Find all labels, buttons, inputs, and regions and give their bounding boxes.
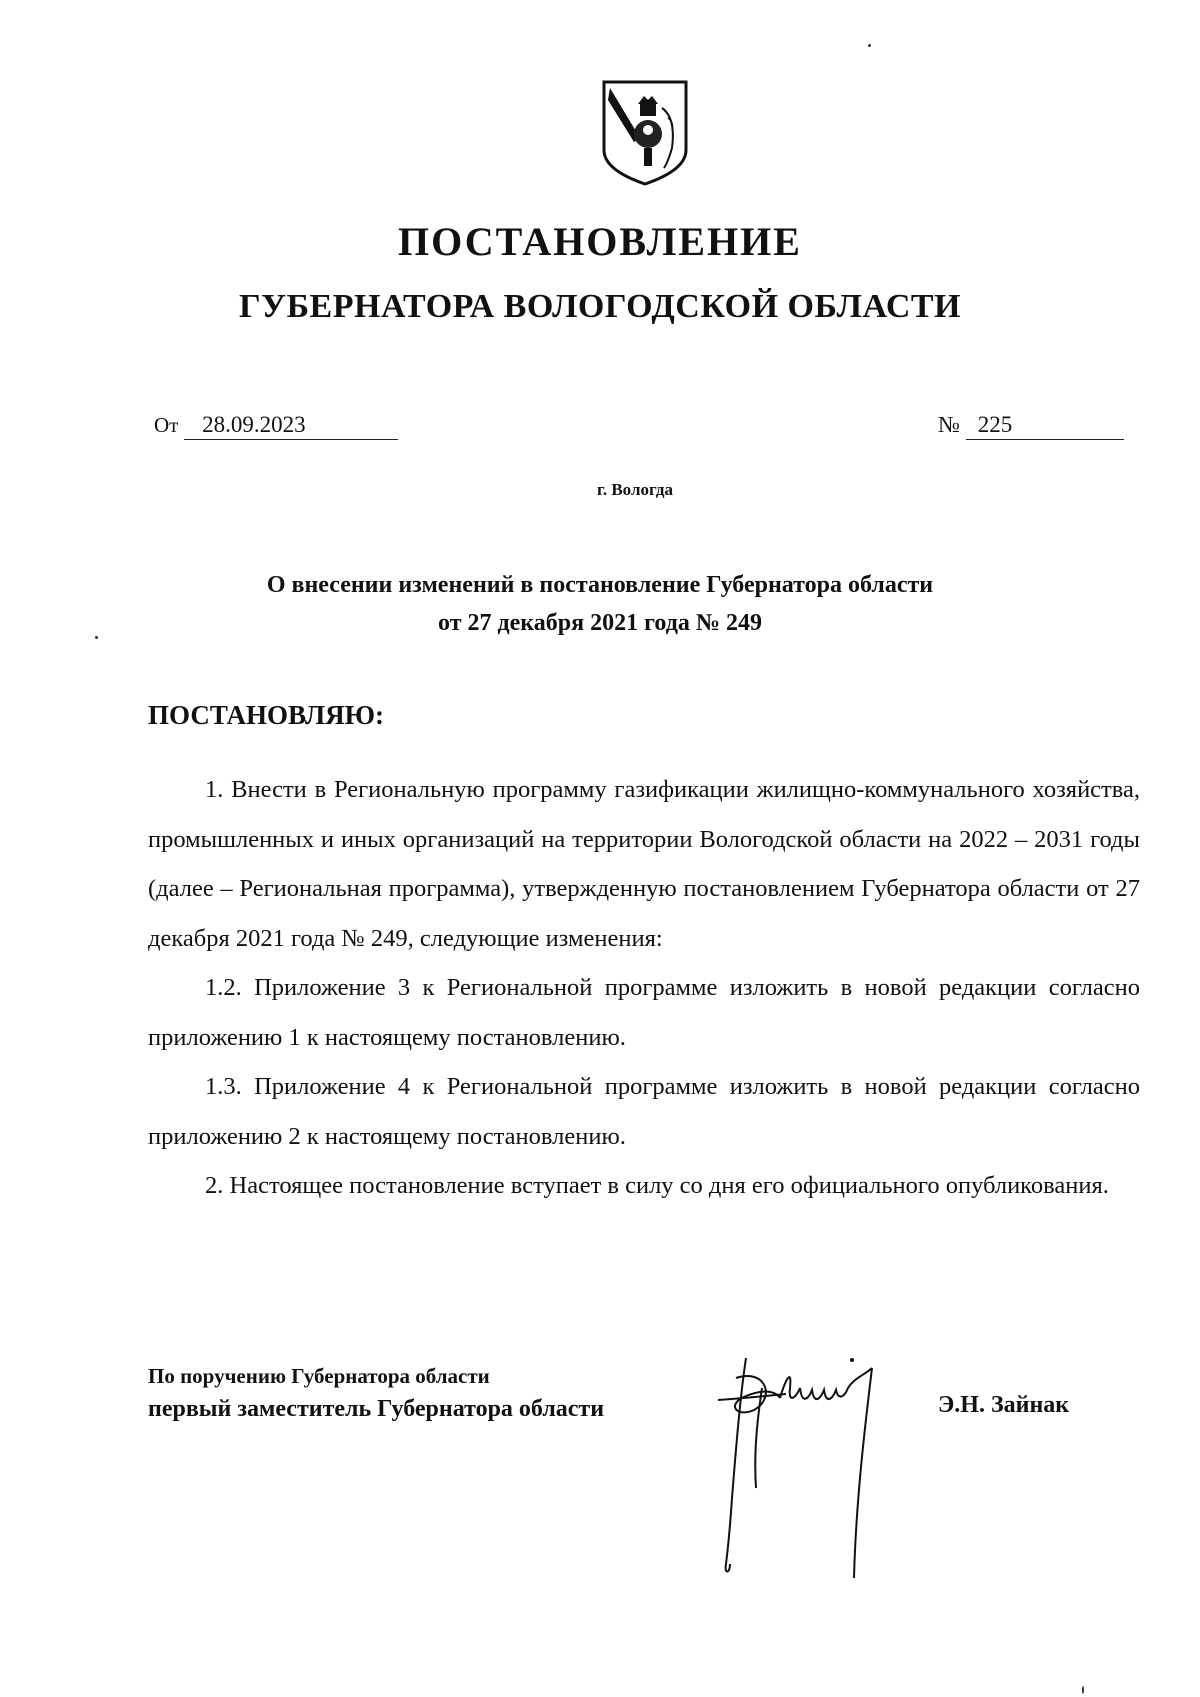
paragraph-4: 2. Настоящее постановление вступает в силу со дня его официального опубликования. — [205, 1172, 1109, 1199]
signature-line-2: первый заместитель Губернатора области — [148, 1396, 605, 1422]
document-title: ПОСТАНОВЛЕНИЕ — [398, 219, 802, 264]
date-field — [154, 412, 398, 440]
document-subject — [0, 566, 1200, 642]
paragraph-1: 1. Внести в Региональную программу газификации жилищно-коммунального хозяйства, промышленных и иных организаций на территории Вологодской области на 2022 – 2031 годы (далее – Региональная программа), утвержденную постановлением Губернатора области от 27 декабря 2021 года № 249, следующие изменения: — [148, 776, 1140, 952]
scan-speck — [95, 636, 98, 639]
city-label: г. Вологда — [597, 480, 673, 499]
signatory-name: Э.Н. Зайнак — [938, 1392, 1070, 1418]
scan-speck — [1082, 1686, 1084, 1694]
document-subtitle: ГУБЕРНАТОРА ВОЛОГОДСКОЙ ОБЛАСТИ — [238, 288, 961, 325]
decree-heading: ПОСТАНОВЛЯЮ: — [148, 700, 384, 730]
scan-speck — [868, 44, 871, 47]
subject-line-1: О внесении изменений в постановление Губернатора области — [266, 572, 934, 598]
paragraph-2: 1.2. Приложение 3 к Региональной программе изложить в новой редакции согласно приложению 1 к настоящему постановлению. — [148, 974, 1140, 1051]
number-prefix: № — [938, 412, 960, 437]
handwritten-signature — [706, 1338, 916, 1618]
signature-block — [148, 1361, 604, 1427]
date-value: 28.09.2023 — [184, 412, 398, 440]
date-prefix: От — [154, 413, 179, 437]
number-field — [938, 412, 1124, 440]
document-body — [148, 765, 1140, 1211]
coat-of-arms-icon — [600, 78, 690, 190]
signature-line-1: По поручению Губернатора области — [148, 1364, 490, 1388]
paragraph-3: 1.3. Приложение 4 к Региональной программе изложить в новой редакции согласно приложению 2 к настоящему постановлению. — [148, 1073, 1140, 1150]
subject-line-2: от 27 декабря 2021 года № 249 — [438, 610, 762, 636]
number-value: 225 — [966, 412, 1124, 440]
